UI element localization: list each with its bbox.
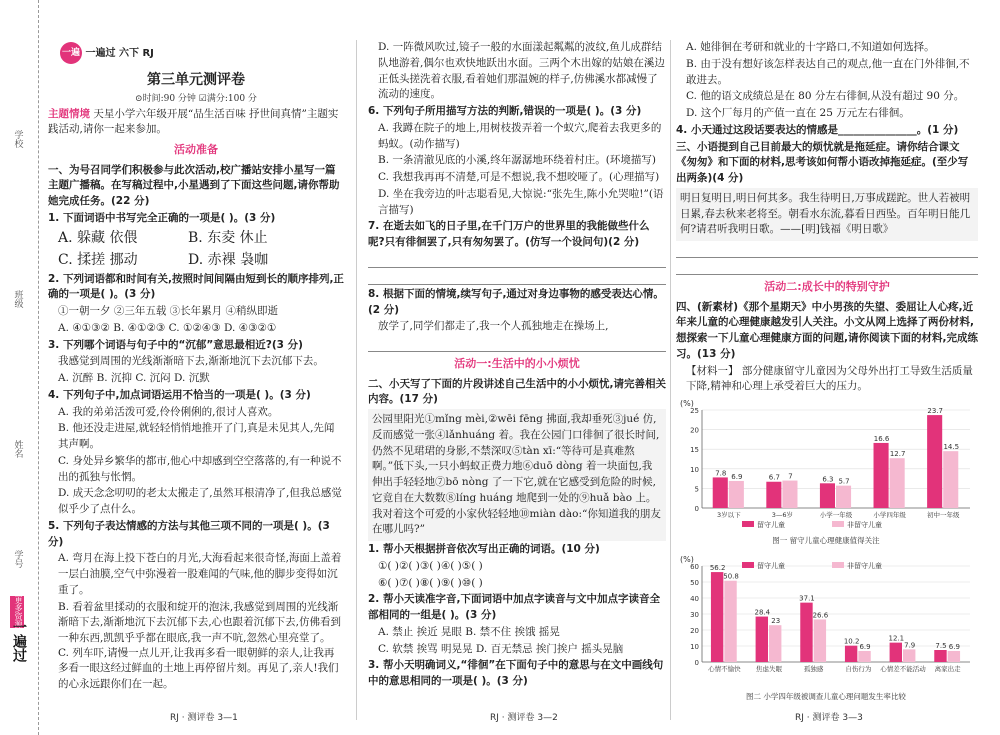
intro-4: 四、(新素材)《那个星期天》中小男孩的失望、委屈让人心疼,近年来儿童的心理健康越发引人关注。小文从网上选择了两份材料,想探索一下儿童心理健康方面的问题,请你阅读下面的材料,完成练习。(13 分) xyxy=(676,300,978,360)
x-tick-label: 心情差不能活动 xyxy=(880,664,926,673)
x-tick-label: 初中一年级 xyxy=(926,511,960,519)
bar xyxy=(890,458,905,508)
chart-1 xyxy=(676,396,976,546)
q7-answer-line[interactable] xyxy=(368,253,666,268)
y-tick-label: 50 xyxy=(690,578,699,587)
data-label: 6.9 xyxy=(948,642,960,651)
q3-opt-b-c3: B. 由于没有想好该怎样表达自己的观点,他一直在门外徘徊,不敢进去。 xyxy=(686,57,970,86)
data-label: 12.7 xyxy=(889,450,906,459)
blanks-row-1[interactable]: ①( )②( )③( )④( )⑤( ) xyxy=(378,559,483,572)
data-label: 6.3 xyxy=(822,475,834,484)
section-activity-2: 活动二:成长中的特别守护 xyxy=(764,280,890,293)
footer-3: RJ · 测评卷 3—3 xyxy=(795,713,863,723)
y-tick-label: 20 xyxy=(690,626,699,635)
bar xyxy=(845,645,857,661)
q3-opt-d-c3: D. 这个厂每月的产值一直在 25 万元左右徘徊。 xyxy=(686,107,910,119)
q3-opt-c-c3: C. 他的语文成绩总是在 80 分左右徘徊,从没有超过 90 分。 xyxy=(686,90,965,103)
legend-swatch xyxy=(742,521,754,527)
y-tick-label: 40 xyxy=(690,594,699,603)
data-label: 14.5 xyxy=(943,443,960,452)
intro3-answer-line[interactable] xyxy=(676,243,978,258)
book-title: 一遍过 六下 RJ xyxy=(85,48,154,59)
x-tick-label: 焦虑失眠 xyxy=(756,664,782,673)
q6-opt-b: B. 一条清澈见底的小溪,终年潺潺地环绕着村庄。(环境描写) xyxy=(378,154,656,167)
legend-label: 留守儿童 xyxy=(757,521,785,529)
bar xyxy=(890,642,902,661)
y-tick-label: 5 xyxy=(694,485,699,494)
binding-margin xyxy=(0,0,39,735)
bar xyxy=(713,477,728,508)
y-tick-label: 15 xyxy=(690,446,699,455)
q6: 6. 下列句子所用描写方法的判断,错误的一项是( )。(3 分) xyxy=(368,105,642,117)
name-label: 姓名 xyxy=(12,440,23,458)
passage: 公园里阳光①mǐng mèi,②wēi fēng 拂面,我却垂死③jué 仿,反而感觉一张④lǎnhuáng 着。我在公园门口徘徊了很长时间,仍然不见珺珺的身影,不禁深叹⑤tàn xī:“等待可是真难熬啊。”低下头,一只小蚂蚁正费力地⑥duō dòng 着一块面包,我伸出手轻轻地⑦bō nòng 了一下它,就在它感受到危险的时候,它竟自在大数数⑧líng huáng 地爬到一处的⑨huǎ bào 上。我对着这个可爱的小家伙轻轻地⑩miàn dào:“你知道我的朋友在哪儿吗?” xyxy=(368,409,666,541)
q2-3: 3. 帮小天明确词义,“徘徊”在下面句子中的意思与在文中画线句中的意思相同的一项是( )。(3 分) xyxy=(368,659,664,687)
q4-opt-c: C. 身处异乡繁华的都市,他心中却感到空空落落的,有一种说不出的孤独与怅惘。 xyxy=(58,454,342,483)
data-label: 7.5 xyxy=(935,641,947,650)
school-label: 学校 xyxy=(12,130,23,148)
column-divider-2 xyxy=(670,40,671,720)
brand-badge: 一遍 xyxy=(60,42,82,64)
q3: 3. 下列哪个词语与句子中的“沉郁”意思最相近?(3 分) xyxy=(48,338,303,351)
bar xyxy=(724,580,736,661)
column-divider-1 xyxy=(356,40,357,720)
q3-text: 我感觉到周围的光线渐渐暗下去,渐渐地沉下去沉郁下去。 xyxy=(58,355,324,368)
bar xyxy=(948,651,960,662)
q8: 8. 根据下面的情境,续写句子,通过对身边事物的感受表达心情。(2 分) xyxy=(368,287,664,316)
y-tick-label: 25 xyxy=(690,407,699,415)
intro-2: 二、小天写了下面的片段讲述自己生活中的小小烦忧,请完善相关内容。(17 分) xyxy=(368,377,666,406)
legend-swatch xyxy=(832,521,844,527)
y-axis-label: (%) xyxy=(680,554,694,564)
data-label: 23.7 xyxy=(927,407,943,416)
brand-logo: 一遍过 xyxy=(11,620,27,662)
y-tick-label: 10 xyxy=(690,465,699,474)
x-tick-label: 3—6岁 xyxy=(771,511,794,519)
chart-2 xyxy=(676,552,976,702)
book-header xyxy=(60,42,154,64)
chart-title: 图二 小学四年级被调查儿童心理问题发生率比较 xyxy=(746,691,906,701)
data-label: 16.6 xyxy=(873,434,890,443)
q6-opt-c: C. 我想我再再不清楚,可是不想说,我不想咬哑了。(心理描写) xyxy=(378,171,660,183)
q5-opt-d: D. 一阵微风吹过,镜子一般的水面漾起粼粼的波纹,鱼儿成群结队地游着,偶尔也欢快地跃出水面。三两个木出嫁的姑娘在溪边正低头搓洗着衣服,看着她们那温婉的样子,仿佛溪水都减慢了流动的速度。 xyxy=(378,41,665,101)
footer-1: RJ · 测评卷 3—1 xyxy=(170,713,238,723)
data-label: 10.2 xyxy=(843,637,860,646)
data-label: 12.1 xyxy=(888,634,905,643)
y-tick-label: 30 xyxy=(690,610,699,619)
legend-label: 留守儿童 xyxy=(757,561,785,570)
q5: 5. 下列句子表达情感的方法与其他三项不同的一项是( )。(3 分) xyxy=(48,519,330,548)
q1-opt-c: C. 揉搓 挪动 xyxy=(58,251,138,268)
x-tick-label: 小学一年级 xyxy=(819,511,853,519)
q3-options: A. 沉醉 B. 沉抑 C. 沉闷 D. 沉默 xyxy=(58,372,210,384)
q2-2: 2. 帮小天读准字音,下面词语中加点字读音与文中加点字读音全部相同的一组是( )。(3 分) xyxy=(368,593,660,621)
bar xyxy=(711,572,723,662)
bar xyxy=(836,486,851,508)
column-3 xyxy=(676,40,978,708)
column-1 xyxy=(48,64,344,692)
y-tick-label: 60 xyxy=(690,562,699,571)
bar xyxy=(782,481,797,508)
bar xyxy=(766,482,781,508)
q6-opt-d: D. 坐在我旁边的叶志聪看见,大惊说:“张先生,陈小允哭啦!”(语言描写) xyxy=(378,187,664,216)
x-tick-label: 孤独感 xyxy=(803,664,824,673)
class-label: 班级 xyxy=(12,290,23,308)
bar xyxy=(769,625,781,662)
q3-opt-a-c3: A. 她徘徊在考研和就业的十字路口,不知道如何选择。 xyxy=(686,41,935,53)
data-label: 7 xyxy=(788,472,793,481)
q2: 2. 下列词语都和时间有关,按照时间间隔由短到长的顺序排列,正确的一项是( )。(3 分) xyxy=(48,272,344,301)
q4-c3: 4. 小天通过这段话要表达的情感是_______________。(1 分) xyxy=(676,123,959,136)
y-tick-label: 0 xyxy=(694,505,699,513)
bar xyxy=(934,650,946,662)
theme-text: 天星小学六年级开展“品生活百味 抒世间真情”主题实践活动,请你一起来参加。 xyxy=(48,107,339,136)
bar xyxy=(858,651,870,662)
data-label: 50.8 xyxy=(723,572,739,581)
legend-label: 非留守儿童 xyxy=(847,521,882,529)
x-tick-label: 心情不愉快 xyxy=(708,664,741,673)
bar xyxy=(874,443,889,508)
legend-swatch xyxy=(832,562,844,568)
q7-answer-line-2[interactable] xyxy=(368,270,666,285)
x-tick-label: 3岁以下 xyxy=(716,511,741,519)
x-tick-label: 自伤行为 xyxy=(845,664,872,673)
blanks-row-2[interactable]: ⑥( )⑦( )⑧( )⑨( )⑩( ) xyxy=(378,576,483,589)
chart-title: 图一 留守儿童心理健康值得关注 xyxy=(772,536,880,545)
y-tick-label: 10 xyxy=(690,642,699,651)
q8-text: 放学了,同学们都走了,我一个人孤独地走在操场上, xyxy=(378,320,609,333)
paper-meta: ⊙时间:90 分钟 ☑满分:100 分 xyxy=(135,94,257,104)
q5-opt-c: C. 列车吓,请慢一点儿开,让我再多看一眼朝鲜的亲人,让我再多看一眼这经过鲜血的土地上再停留片刻。再见了,亲人!我们的心永远跟你们在一起。 xyxy=(58,646,339,690)
bar xyxy=(820,483,835,508)
data-label: 6.7 xyxy=(768,473,780,482)
bar xyxy=(800,602,812,661)
y-axis-label: (%) xyxy=(680,399,694,408)
section-activity-1: 活动一:生活中的小小烦忧 xyxy=(454,357,580,370)
q7: 7. 在逝去如飞的日子里,在千门万户的世界里的我能做些什么呢?只有徘徊罢了,只有匆匆罢了。(仿写一个设问句)(2 分) xyxy=(368,220,650,248)
section-prep: 活动准备 xyxy=(174,143,218,156)
intro-1: 一、为号召同学们积极参与此次活动,校广播站安排小星写一篇主题广播稿。在写稿过程中,小星遇到了下面这些问题,请你帮助她完成任务。(22 分) xyxy=(48,163,340,207)
q2-2-opt-ab: A. 禁止 挨近 晃眼 B. 禁不住 挨饿 摇晃 xyxy=(378,625,560,638)
number-label: 学号 xyxy=(12,550,23,568)
bar xyxy=(814,619,826,662)
q2-2-opt-cd: C. 软禁 挨骂 明晃晃 D. 百无禁忌 挨门挨户 摇头晃脑 xyxy=(378,642,624,655)
q1-opt-d: D. 赤裸 袅咖 xyxy=(188,251,269,268)
data-label: 26.6 xyxy=(812,611,829,620)
data-label: 6.9 xyxy=(731,472,743,481)
q2-1: 1. 帮小天根据拼音依次写出正确的词语。(10 分) xyxy=(368,543,600,555)
q2-items: ①一朝一夕 ②三年五载 ③长年累月 ④稍纵即逝 xyxy=(58,305,279,317)
bar xyxy=(927,415,942,508)
paper-title: 第三单元测评卷 xyxy=(147,72,245,88)
bar xyxy=(903,649,915,662)
footer-2: RJ · 测评卷 3—2 xyxy=(490,713,558,723)
q1-opt-a: A. 躲藏 依偎 xyxy=(58,229,138,246)
data-label: 28.4 xyxy=(754,608,771,617)
theme-label: 主题情境 xyxy=(48,107,90,120)
q4-opt-a: A. 我的弟弟活泼可爱,伶伶俐俐的,很讨人喜欢。 xyxy=(58,405,279,418)
intro-3: 三、小语提到自己目前最大的烦忧就是拖延症。请你结合课文《匆匆》和下面的材料,思考该如何帮小语改掉拖延症。(至少写出两条)(4 分) xyxy=(676,140,969,184)
q5-opt-a: A. 弯月在海上投下苍白的月光,大海看起来很奇怪,海面上盖着一层白油膜,空气中弥漫着一股难闻的气味,他的脚步变得如沉重了。 xyxy=(58,552,342,596)
y-tick-label: 0 xyxy=(694,658,699,667)
q2-options: A. ④①③② B. ④①②③ C. ①②④③ D. ④③②① xyxy=(58,321,277,334)
bar xyxy=(756,616,768,661)
y-tick-label: 20 xyxy=(690,426,699,435)
column-2 xyxy=(368,40,666,691)
bar xyxy=(943,451,958,508)
x-tick-label: 小学四年级 xyxy=(873,511,906,519)
q5-opt-b: B. 看着盆里揉动的衣服和绽开的泡沫,我感觉到周围的光线渐渐暗下去,渐渐地沉下去沉郁下去,心也跟着沉郁下去,仿佛看到一种东西,凯凯乎乎都在眼底,我一声不吭,忽然心里亮堂了。 xyxy=(58,600,342,644)
data-label: 5.7 xyxy=(838,477,850,486)
q8-answer-line[interactable] xyxy=(368,337,666,352)
material-1: 【材料一】 部分健康留守儿童因为父母外出打工导致生活质量下降,精神和心理上承受着巨大的压力。 xyxy=(686,364,973,393)
data-label: 6.9 xyxy=(859,642,871,651)
q4-opt-d: D. 成天念念叨叨的老太太搬走了,虽然耳根清净了,但我总感觉似乎少了点什么。 xyxy=(58,487,342,515)
q1: 1. 下面词语中书写完全正确的一项是( )。(3 分) xyxy=(48,211,276,224)
data-label: 37.1 xyxy=(799,594,815,603)
q1-opt-b: B. 东夌 休止 xyxy=(188,229,268,246)
bar xyxy=(729,481,744,508)
q6-opt-a: A. 我蹲在院子的地上,用树枝拨弄着一个蚁穴,爬着去我更多的蚂蚁。(动作描写) xyxy=(378,121,662,150)
data-label: 23 xyxy=(771,616,781,625)
intro3-answer-line-2[interactable] xyxy=(676,260,978,275)
legend-swatch xyxy=(742,562,754,568)
poem: 明日复明日,明日何其多。我生待明日,万事成蹉跎。世人若被明日累,春去秋来老将至。朝看水东流,暮看日西坠。百年明日能几何?请君听我明日歌。——[明]钱福《明日歌》 xyxy=(676,188,978,241)
resource-tag: 更多资源 xyxy=(10,596,24,628)
data-label: 56.2 xyxy=(709,563,726,572)
legend-label: 非留守儿童 xyxy=(847,561,882,570)
data-label: 7.8 xyxy=(715,469,727,478)
q4-opt-b: B. 他还没走进屋,就轻轻悄悄地推开了门,真是未见其人,先闻其声啊。 xyxy=(58,422,335,450)
q4: 4. 下列句子中,加点词语运用不恰当的一项是( )。(3 分) xyxy=(48,388,311,401)
data-label: 7.9 xyxy=(904,641,916,650)
x-tick-label: 离家出走 xyxy=(934,664,961,673)
